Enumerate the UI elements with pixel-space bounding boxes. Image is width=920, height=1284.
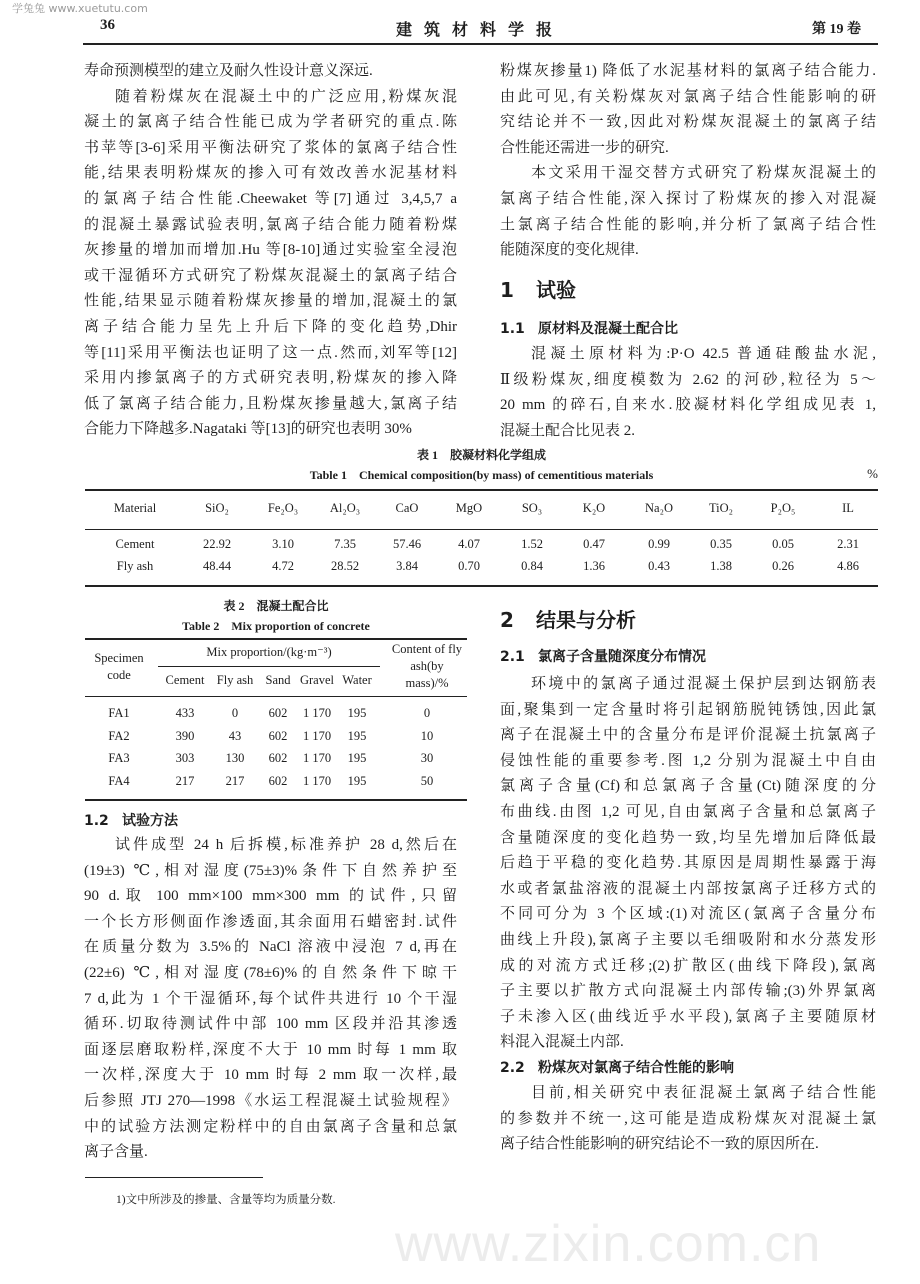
table-header-cell: SO₃ xyxy=(521,501,543,515)
text-line: (22±6) ℃,相对湿度(78±6)%的自然条件下晾干 xyxy=(84,964,457,981)
table-rule xyxy=(85,638,467,640)
text-line: 一次样,深度大于 10 mm 时每 2 mm 取一次样,最 xyxy=(84,1067,457,1084)
text-line: 凝土的氯离子结合性能已成为学者研究的重点.陈 xyxy=(84,114,457,131)
section-title: 试验方法 xyxy=(122,813,178,829)
table-cell: Fly ash xyxy=(116,559,154,573)
text-line: 随着粉煤灰在混凝土中的广泛应用,粉煤灰混 xyxy=(115,88,457,105)
site-watermark: 学兔兔 www.xuetutu.com xyxy=(12,2,148,15)
text-line: 布曲线.由图 1,2 可见,自由氯离子含量和总氯离子 xyxy=(500,803,876,820)
table-header-cell: Cement xyxy=(165,673,205,687)
table-rule xyxy=(85,529,878,530)
table-cell: 602 xyxy=(268,728,288,743)
text-line: 能,结果表明粉煤灰的掺入可有效改善水泥基材料 xyxy=(84,165,457,182)
text-line: 或干湿循环方式研究了粉煤灰混凝土的氯离子结合 xyxy=(84,267,457,284)
table-header-cell: IL xyxy=(842,501,854,515)
table-header-cell: Water xyxy=(342,673,372,687)
table-2-caption-cn: 表 2 混凝土配合比 xyxy=(223,599,329,613)
section-title: 试验 xyxy=(536,278,576,302)
table-2-caption-en: Table 2 Mix proportion of concrete xyxy=(182,619,370,633)
table-cell: 1.36 xyxy=(583,559,605,573)
text-line: 子主要以扩散方式向混凝土内部传输;(3)外界氯离 xyxy=(500,983,876,1000)
text-line: 离子结合能力呈先上升后下降的变化趋势,Dhir xyxy=(84,318,457,335)
text-line: 不同可分为 3 个区域:(1)对流区(氯离子含量分布 xyxy=(500,906,876,923)
table-header-cell: Sand xyxy=(265,673,291,687)
text-line: 含量随深度的变化趋势一致,均呈先增加后降低最 xyxy=(500,829,876,846)
text-line: 7 d,此为 1 个干湿循环,每个试件共进行 10 个干湿 xyxy=(84,990,457,1007)
table-header-cell: Fly ash xyxy=(216,673,254,687)
text-line: 在质量分数为 3.5%的 NaCl 溶液中浸泡 7 d,再在 xyxy=(84,939,457,956)
header-fly-ash-content: Content of fly ash(by mass)/% xyxy=(391,642,463,690)
table-cell: 0.99 xyxy=(648,537,670,551)
section-title: 原材料及混凝土配合比 xyxy=(538,321,678,337)
table-cell: 50 xyxy=(420,774,434,789)
text-line: 侵蚀性能的重要参考.图 1,2 分别为混凝土中自由 xyxy=(500,752,876,769)
text-line: 灰掺量的增加而增加.Hu 等[8-10]通过实验室全浸泡 xyxy=(84,242,457,259)
table-cell: 602 xyxy=(268,706,288,720)
text-line: 混凝土配合比见表 2. xyxy=(500,422,636,439)
table-header-cell: CaO xyxy=(395,501,419,515)
table-cell: 0.84 xyxy=(521,559,543,573)
table-header-cell: MgO xyxy=(455,501,483,515)
header-mix-proportion: Mix proportion/(kg·m⁻³) xyxy=(206,645,332,659)
table-cell: 0.35 xyxy=(710,537,732,551)
table-cell: 7.35 xyxy=(334,537,356,551)
section-2-1-text xyxy=(500,672,876,1056)
section-title: 结果与分析 xyxy=(536,608,636,632)
table-cell: 217 xyxy=(175,774,195,789)
text-line: 土氯离子结合性能的影响,并分析了氯离子结合性 xyxy=(500,216,876,233)
text-line: 曲线上升段),氯离子主要以毛细吸附和水分蒸发形 xyxy=(500,931,876,948)
table-cell: 4.86 xyxy=(837,559,859,573)
table-rule xyxy=(85,489,878,491)
section-2-heading xyxy=(500,608,876,632)
table-cell: 57.46 xyxy=(392,537,422,551)
table-header-cell: Fe₂O₃ xyxy=(267,501,299,515)
table-cell: 0.47 xyxy=(583,537,605,551)
section-1-1-text xyxy=(500,342,876,444)
section-1-2-heading xyxy=(84,811,457,831)
text-line: 书苹等[3-6]采用平衡法研究了浆体的氯离子结合性 xyxy=(84,139,457,156)
table-cell: 195 xyxy=(347,774,367,789)
text-line: 混凝土原材料为:P·O 42.5 普通硅酸盐水泥, xyxy=(531,346,876,362)
text-line: 氯离子结合性能,深入探讨了粉煤灰的掺入对混凝 xyxy=(500,190,876,207)
journal-title: 建筑材料学报 xyxy=(396,22,565,39)
table-rule xyxy=(85,799,467,801)
table-cell: 195 xyxy=(347,728,367,743)
text-line: Ⅱ级粉煤灰,细度模数为 2.62 的河砂,粒径为 5～ xyxy=(500,371,876,388)
text-line: 的混凝土暴露试验表明,氯离子结合能力随着粉煤 xyxy=(84,216,457,233)
section-2-2-text xyxy=(500,1081,876,1158)
table-cell: 602 xyxy=(268,774,288,789)
table-cell: 602 xyxy=(268,751,288,766)
table-header-cell: K₂O xyxy=(582,501,606,515)
footnote: 1)文中所涉及的掺量、含量等均为质量分数. xyxy=(116,1194,336,1206)
section-title: 粉煤灰对氯离子结合性能的影响 xyxy=(538,1060,734,1076)
table-1 xyxy=(85,446,878,573)
table-header-cell: Gravel xyxy=(299,673,335,687)
table-cell: 2.31 xyxy=(837,537,859,551)
table-cell: 4.72 xyxy=(272,559,294,573)
text-line: 的氯离子结合性能.Cheewaket 等[7]通过 3,4,5,7 a xyxy=(84,190,457,207)
text-line: 的参数并不统一,这可能是造成粉煤灰对混凝土氯 xyxy=(500,1110,876,1127)
text-line: 低了氯离子结合能力,且粉煤灰掺量越大,氯离子结 xyxy=(84,395,457,412)
text-line: 能随深度的变化规律. xyxy=(500,242,639,259)
section-title: 氯离子含量随深度分布情况 xyxy=(538,649,706,665)
text-line: 20 mm 的碎石,自来水.胶凝材料化学组成见表 1, xyxy=(500,397,876,414)
center-watermark: www.zixin.com.cn xyxy=(395,1215,822,1273)
table-cell: 0 xyxy=(423,706,431,720)
text-line: 试件成型 24 h 后拆模,标准养护 28 d,然后在 xyxy=(115,837,457,853)
table-cell: 28.52 xyxy=(330,559,360,573)
text-line: 究结论并不一致,因此对粉煤灰混凝土的氯离子结 xyxy=(500,114,876,131)
table-rule xyxy=(158,666,380,667)
table-cell: 3.10 xyxy=(272,537,294,551)
table-cell: 22.92 xyxy=(202,537,232,551)
text-line: 本文采用干湿交替方式研究了粉煤灰混凝土的 xyxy=(531,165,876,182)
table-header-cell: Material xyxy=(113,501,157,515)
section-number: 1 xyxy=(500,278,514,302)
table-2 xyxy=(85,597,467,789)
table-cell: 1.52 xyxy=(521,537,543,551)
text-line: 由此可见,有关粉煤灰对氯离子结合性能影响的研 xyxy=(500,88,876,105)
header-rule xyxy=(83,43,878,45)
table-cell: 3.84 xyxy=(396,559,418,573)
specimen-code-cell: FA4 xyxy=(108,774,130,789)
section-number: 2.2 xyxy=(500,1060,525,1076)
text-line: 离子结合性能影响的研究结论不一致的原因所在. xyxy=(500,1136,819,1153)
text-line: 离子含量. xyxy=(84,1144,148,1161)
specimen-code-cell: FA1 xyxy=(108,706,130,720)
text-line: 环境中的氯离子通过混凝土保护层到达钢筋表 xyxy=(531,676,876,692)
table-cell: 0.05 xyxy=(772,537,794,551)
text-line: 一个长方形侧面作渗透面,其余面用石蜡密封.试件 xyxy=(84,913,457,930)
table-cell: 303 xyxy=(175,751,195,766)
table-cell: 0.26 xyxy=(772,559,794,573)
table-cell: Cement xyxy=(115,537,155,551)
section-number: 1.2 xyxy=(84,813,109,829)
table-cell: 30 xyxy=(420,751,434,766)
table-cell: 10 xyxy=(420,728,434,743)
table-header-cell: TiO₂ xyxy=(708,501,734,515)
volume-label: 第 19 卷 xyxy=(812,22,861,37)
intro-text-right xyxy=(500,59,876,264)
table-cell: 0.43 xyxy=(648,559,670,573)
table-cell: 390 xyxy=(175,728,195,743)
text-line: 子未渗入区(曲线近乎水平段),氯离子主要随原材 xyxy=(500,1008,876,1025)
text-line: 离子在混凝土中的含量分布是评价混凝土抗氯离子 xyxy=(500,727,876,744)
footnote-rule xyxy=(85,1177,263,1178)
table-cell: 4.07 xyxy=(458,537,480,551)
table-rule xyxy=(85,585,878,587)
specimen-code-cell: FA2 xyxy=(108,728,130,743)
table-header-cell: Na₂O xyxy=(645,501,673,515)
text-line: 目前,相关研究中表征混凝土氯离子结合性能 xyxy=(531,1085,876,1101)
section-2-1-heading xyxy=(500,647,876,667)
text-line: 面,聚集到一定含量时将引起钢筋脱钝锈蚀,因此氯 xyxy=(500,701,876,718)
table-cell: 1 170 xyxy=(302,774,332,789)
table-cell: 195 xyxy=(347,751,367,766)
section-1-1-heading xyxy=(500,319,876,339)
text-line: 后参照 JTJ 270—1998《水运工程混凝土试验规程》 xyxy=(84,1092,457,1109)
text-line: 料混入混凝土内部. xyxy=(500,1034,624,1051)
section-1-heading xyxy=(500,278,876,302)
text-line: 合性能还需进一步的研究. xyxy=(500,139,669,156)
table-cell: 195 xyxy=(347,706,367,720)
text-line: 后趋于平稳的变化趋势.其原因是周期性暴露于海 xyxy=(500,855,876,872)
section-1-2-text xyxy=(84,833,457,1166)
table-cell: 48.44 xyxy=(202,559,232,573)
text-line: 90 d.取 100 mm×100 mm×300 mm 的试件,只留 xyxy=(84,888,457,905)
text-line: 氯离子含量(Cf)和总氯离子含量(Ct)随深度的分 xyxy=(500,778,876,795)
text-line: 合能力下降越多.Nagataki 等[13]的研究也表明 30% xyxy=(84,421,412,438)
table-1-caption-en: Table 1 Chemical composition(by mass) of cementitious materials xyxy=(309,468,654,482)
table-header-cell: Al₂O₃ xyxy=(329,501,361,515)
text-line: 水或者氯盐溶液的混凝土内部按氯离子迁移方式的 xyxy=(500,880,876,897)
text-line: 寿命预测模型的建立及耐久性设计意义深远. xyxy=(84,63,373,79)
text-line: 面逐层磨取粉样,深度不大于 10 mm 时每 1 mm 取 xyxy=(84,1041,457,1058)
header-specimen-code: Specimen code xyxy=(94,651,144,682)
table-header-cell: P₂O₅ xyxy=(770,501,796,515)
text-line: 粉煤灰掺量1) 降低了水泥基材料的氯离子结合能力. xyxy=(500,63,876,79)
page-number: 36 xyxy=(100,17,115,33)
specimen-code-cell: FA3 xyxy=(108,751,130,766)
section-number: 2 xyxy=(500,608,514,632)
table-rule xyxy=(85,696,467,697)
section-2-2-heading xyxy=(500,1058,876,1078)
text-line: 性能,结果显示随着粉煤灰掺量的增加,混凝土的氯 xyxy=(84,293,457,310)
table-cell: 433 xyxy=(175,706,195,720)
table-cell: 1 170 xyxy=(302,728,332,743)
text-line: 等[11]采用平衡法也证明了这一点.然而,刘军等[12] xyxy=(84,344,457,361)
table-cell: 130 xyxy=(225,751,245,766)
section-number: 2.1 xyxy=(500,649,525,665)
table-cell: 1 170 xyxy=(302,706,332,720)
table-cell: 43 xyxy=(228,728,242,743)
table-cell: 0 xyxy=(231,706,239,720)
table-1-unit: % xyxy=(867,466,878,481)
intro-text-left xyxy=(84,59,457,443)
section-number: 1.1 xyxy=(500,321,525,337)
table-header-cell: SiO₂ xyxy=(205,501,229,515)
text-line: 成的对流方式迁移;(2)扩散区(曲线下降段),氯离 xyxy=(500,957,876,974)
table-cell: 1 170 xyxy=(302,751,332,766)
text-line: (19±3) ℃,相对湿度(75±3)%条件下自然养护至 xyxy=(84,862,457,879)
text-line: 循环.切取待测试件中部 100 mm 区段并沿其渗透 xyxy=(84,1016,457,1033)
table-cell: 217 xyxy=(225,774,245,789)
text-line: 中的试验方法测定粉样中的自由氯离子含量和总氯 xyxy=(84,1118,457,1135)
table-cell: 1.38 xyxy=(710,559,732,573)
table-cell: 0.70 xyxy=(458,559,480,573)
text-line: 采用内掺氯离子的方式研究表明,粉煤灰的掺入降 xyxy=(84,370,457,387)
table-1-caption-cn: 表 1 胶凝材料化学组成 xyxy=(416,448,546,462)
